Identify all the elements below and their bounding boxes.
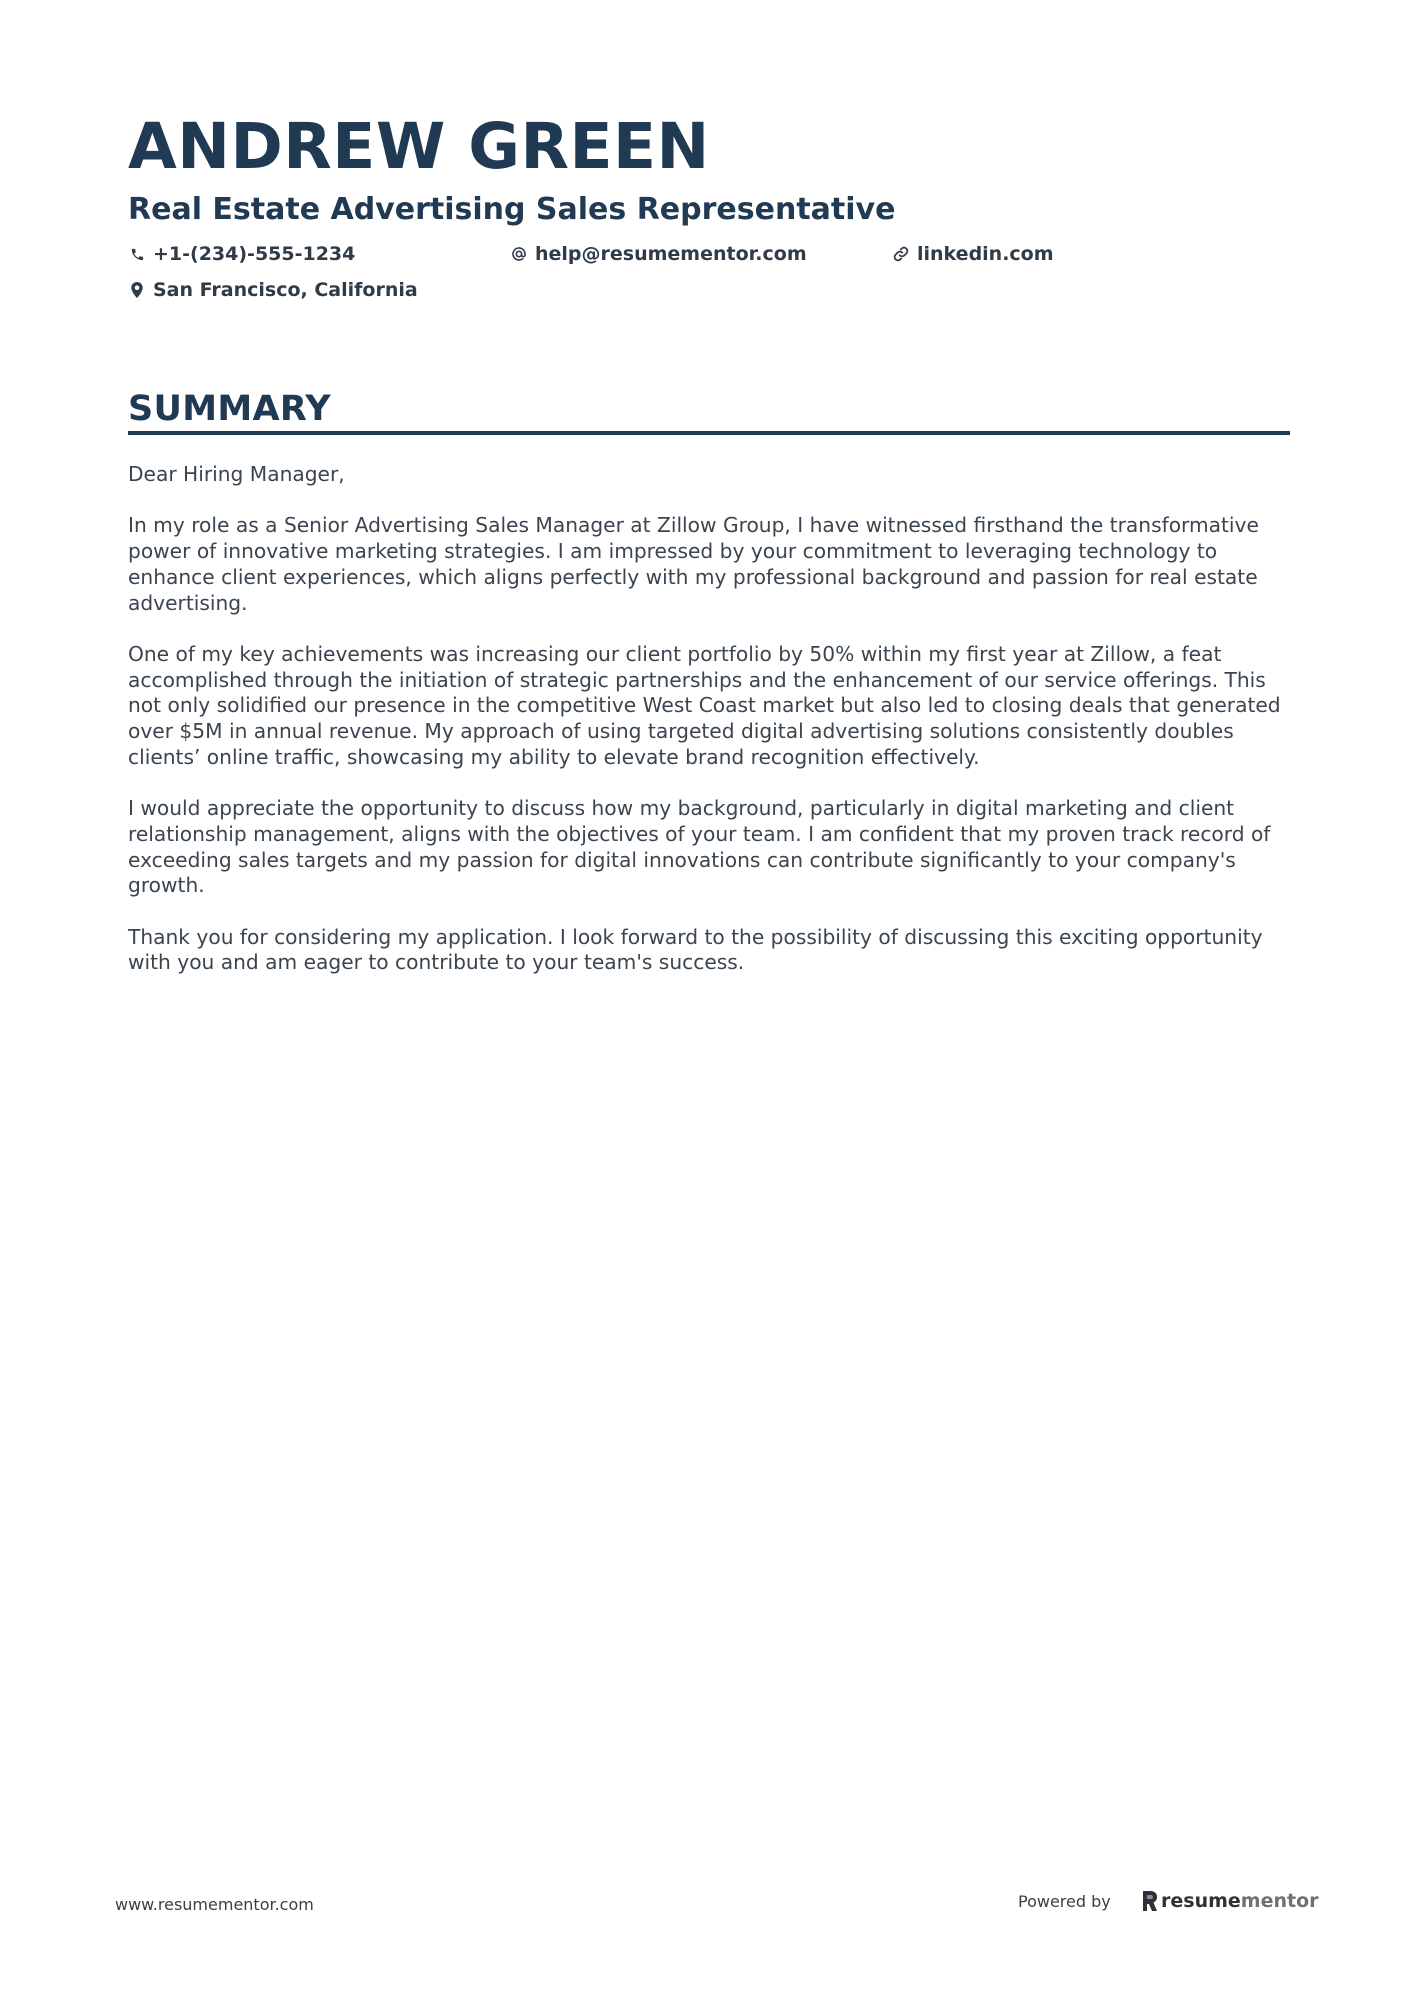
- website-text[interactable]: linkedin.com: [917, 243, 1054, 265]
- link-icon: [892, 245, 910, 263]
- powered-by-label: Powered by: [1018, 1892, 1111, 1911]
- brand-logo[interactable]: [1141, 1889, 1319, 1913]
- letter-paragraph: One of my key achievements was increasing our client portfolio by 50% within my first year at Zillow, a feat accomplished through the initiation of strategic partnerships and the enhancement of our service offerings. This not only solidified our presence in the competitive West Coast market but also led to closing deals that generated over $5M in annual revenue. My approach of using targeted digital advertising solutions consistently doubles clients’ online traffic, showcasing my ability to elevate brand recognition effectively.: [128, 641, 1281, 769]
- letter-body: [128, 462, 1294, 1002]
- closing-paragraph: Thank you for considering my application. I look forward to the possibility of discussing this exciting opportunity with you and am eager to contribute to your team's success.: [128, 924, 1263, 975]
- contact-website: [892, 241, 1054, 267]
- location-text: San Francisco, California: [153, 279, 418, 301]
- email-text[interactable]: help@resumementor.com: [535, 243, 807, 265]
- map-pin-icon: [128, 281, 146, 299]
- phone-text[interactable]: +1-(234)-555-1234: [153, 243, 356, 265]
- resumementor-logo-icon: [1141, 1891, 1157, 1911]
- summary-heading: SUMMARY: [128, 389, 331, 429]
- candidate-name: ANDREW GREEN: [128, 110, 710, 183]
- phone-icon: [128, 245, 146, 263]
- at-icon: [510, 245, 528, 263]
- letter-paragraph: I would appreciate the opportunity to discuss how my background, particularly in digital marketing and client relationship management, aligns with the objectives of your team. I am confident that my proven track record of exceeding sales targets and my passion for digital innovations can contribute significantly to your company's growth.: [128, 796, 1271, 898]
- contact-phone: [128, 241, 355, 267]
- brand-name-part1: resume: [1161, 1890, 1241, 1912]
- section-divider: [128, 431, 1290, 435]
- contact-email: [510, 241, 807, 267]
- letter-paragraph: In my role as a Senior Advertising Sales Manager at Zillow Group, I have witnessed firsthand the transformative power of innovative marketing strategies. I am impressed by your commitment to leveraging technology to enhance client experiences, which aligns perfectly with my professional background and passion for real estate advertising.: [128, 513, 1259, 615]
- salutation: Dear Hiring Manager,: [128, 462, 345, 486]
- contact-location: [128, 277, 418, 303]
- brand-name-part2: mentor: [1240, 1890, 1319, 1912]
- footer-website-link[interactable]: www.resumementor.com: [115, 1895, 314, 1914]
- job-title: Real Estate Advertising Sales Representative: [128, 192, 896, 227]
